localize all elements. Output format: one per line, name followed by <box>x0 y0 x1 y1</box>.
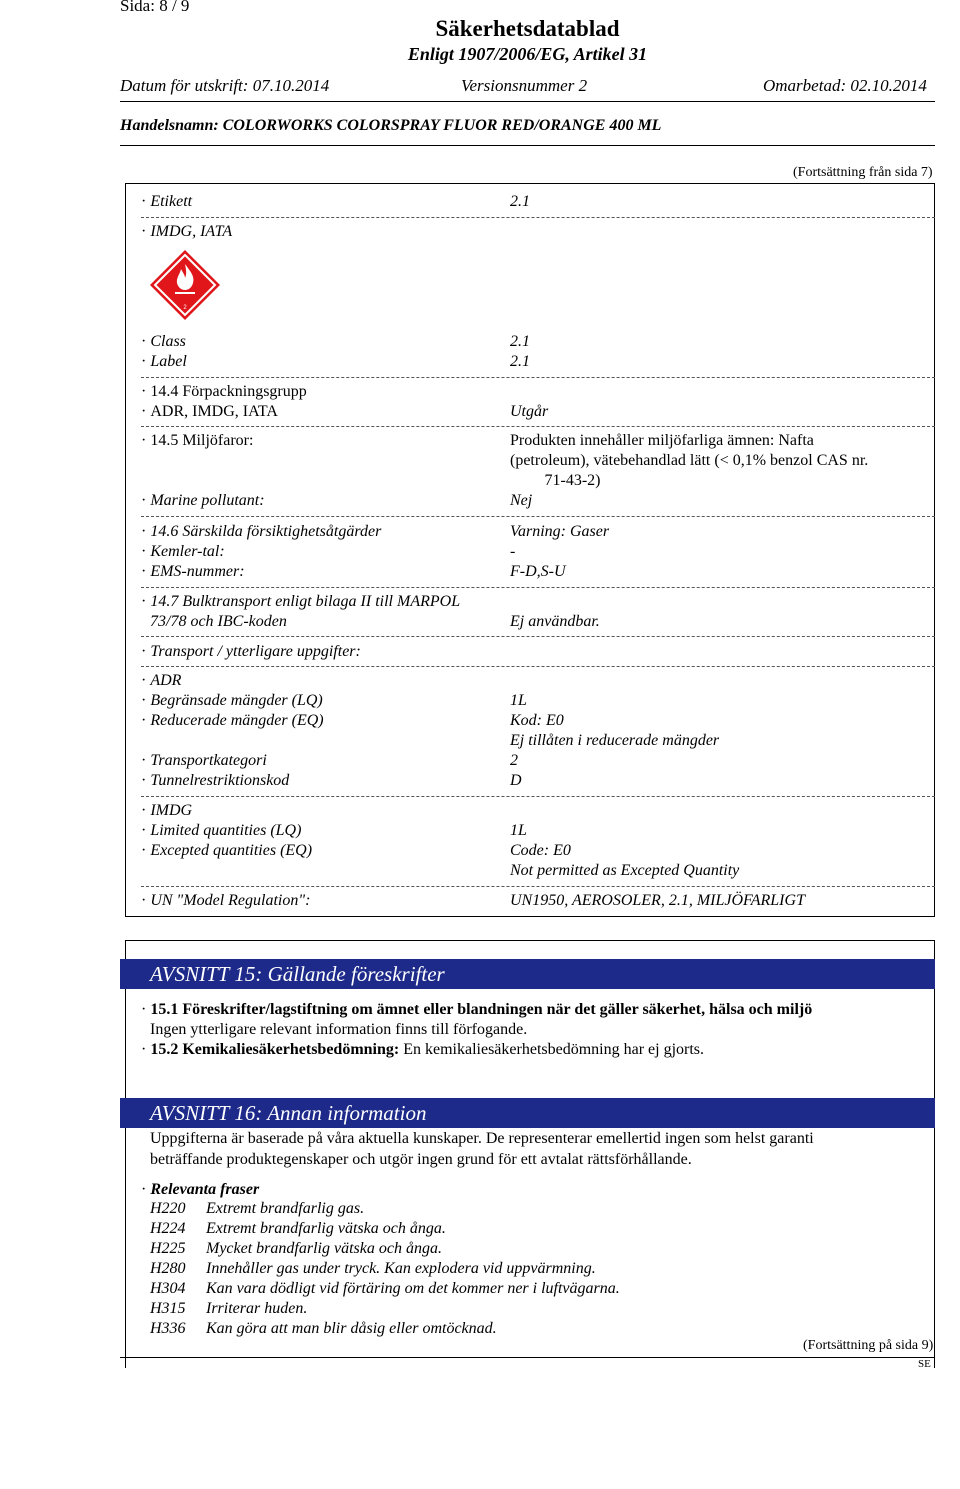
chemical-safety-assessment-text: En kemikaliesäkerhetsbedömning har ej gjorts. <box>403 1041 705 1058</box>
flammable-gas-pictogram-icon <box>149 249 221 321</box>
etikett-value: 2.1 <box>510 193 530 210</box>
document-title: Säkerhetsdatablad <box>435 16 620 41</box>
hazard-code: H220 <box>150 1200 186 1217</box>
imdg-heading: · IMDG <box>141 802 192 820</box>
chemical-safety-assessment-label: 15.2 Kemikaliesäkerhetsbedömning: <box>150 1041 400 1058</box>
hazard-code: H336 <box>150 1320 186 1337</box>
kemler-value: - <box>510 543 516 560</box>
continued-from-note: (Fortsättning från sida 7) <box>793 165 933 180</box>
imdg-limited-quantities-label: · Limited quantities (LQ) <box>141 822 301 840</box>
hazard-code: H225 <box>150 1240 186 1257</box>
class-value: 2.1 <box>510 333 530 350</box>
packing-group-heading: · 14.4 Förpackningsgrupp <box>141 383 307 401</box>
divider <box>141 516 935 517</box>
hazard-text: Extremt brandfarlig vätska och ånga. <box>206 1220 446 1237</box>
un-model-regulation-value: UN1950, AEROSOLER, 2.1, MILJÖFARLIGT <box>510 892 805 909</box>
env-hazards-value-line3: 71-43-2) <box>544 472 601 489</box>
print-date: Datum för utskrift: 07.10.2014 <box>120 76 330 95</box>
packing-group-label: · ADR, IMDG, IATA <box>141 403 278 421</box>
transport-category-value: 2 <box>510 752 518 769</box>
env-hazards-value-line2: (petroleum), vätebehandlad lätt (< 0,1% benzol CAS nr. <box>510 452 869 469</box>
continued-to-note: (Fortsättning på sida 9) <box>803 1338 934 1353</box>
limited-quantities-value: 1L <box>510 692 527 709</box>
disclaimer-line1: Uppgifterna är baserade på våra aktuella kunskaper. De representerar emellertid ingen som helst garanti <box>150 1130 814 1147</box>
ems-value: F-D,S-U <box>510 563 566 580</box>
disclaimer-line2: beträffande produktegenskaper och utgör ingen grund för ett avtalat rättsförhållande. <box>150 1151 692 1168</box>
hazard-code: H224 <box>150 1220 186 1237</box>
class-label: · Class <box>141 333 186 351</box>
imdg-limited-quantities-value: 1L <box>510 822 527 839</box>
hazard-code: H315 <box>150 1300 186 1317</box>
transport-section-box <box>125 183 935 917</box>
country-code: SE <box>918 1358 931 1370</box>
limited-quantities-label: · Begränsade mängder (LQ) <box>141 692 323 710</box>
section16-title: AVSNITT 16: Annan information <box>120 1098 935 1128</box>
adr-heading: · ADR <box>141 672 181 690</box>
divider <box>141 426 935 427</box>
hazard-code: H304 <box>150 1280 186 1297</box>
label-label: · Label <box>141 353 187 371</box>
divider <box>141 217 935 218</box>
tunnel-code-label: · Tunnelrestriktionskod <box>141 772 289 790</box>
hazard-text: Irriterar huden. <box>206 1300 308 1317</box>
footer-rule <box>120 1357 935 1358</box>
hazard-code: H280 <box>150 1260 186 1277</box>
page-number: Sida: 8 / 9 <box>120 0 190 15</box>
divider <box>141 886 935 887</box>
transport-category-label: · Transportkategori <box>141 752 267 770</box>
etikett-label: · Etikett <box>141 193 192 211</box>
document-subtitle: Enligt 1907/2006/EG, Artikel 31 <box>407 44 648 64</box>
hazard-text: Mycket brandfarlig vätska och ånga. <box>206 1240 442 1257</box>
divider <box>141 636 935 637</box>
header-rule <box>120 101 935 102</box>
divider <box>141 587 935 588</box>
special-precautions-value: Varning: Gaser <box>510 523 610 540</box>
divider <box>141 796 935 797</box>
imdg-excepted-quantities-label: · Excepted quantities (EQ) <box>141 842 312 860</box>
packing-group-value: Utgår <box>510 403 549 420</box>
label-value: 2.1 <box>510 353 530 370</box>
divider <box>141 666 935 667</box>
trade-name: Handelsnamn: COLORWORKS COLORSPRAY FLUOR RED/ORANGE 400 ML <box>120 117 662 134</box>
ems-label: · EMS-nummer: <box>141 563 245 581</box>
section15-title: AVSNITT 15: Gällande föreskrifter <box>120 959 935 989</box>
imdg-excepted-quantities-value: Code: E0 <box>510 842 571 859</box>
regulations-text: Ingen ytterligare relevant information finns till förfogande. <box>150 1021 528 1038</box>
chemical-safety-assessment <box>141 1041 704 1059</box>
hazard-text: Kan göra att man blir dåsig eller omtöcknad. <box>206 1320 497 1337</box>
imdg-excepted-quantities-value-line2: Not permitted as Excepted Quantity <box>510 862 740 879</box>
divider <box>141 377 935 378</box>
pictogram-class-number: 2 <box>183 305 187 311</box>
env-hazards-label: · 14.5 Miljöfaror: <box>141 432 253 450</box>
env-hazards-value-line1: Produkten innehåller miljöfarliga ämnen: Nafta <box>510 432 814 449</box>
bulk-transport-label-line2: 73/78 och IBC-koden <box>150 613 287 630</box>
hazard-text: Innehåller gas under tryck. Kan explodera vid uppvärmning. <box>206 1260 596 1277</box>
hazard-text: Kan vara dödligt vid förtäring om det kommer ner i luftvägarna. <box>206 1280 620 1297</box>
bulk-transport-label: · 14.7 Bulktransport enligt bilaga II till MARPOL <box>141 593 460 611</box>
marine-pollutant-value: Nej <box>510 492 533 509</box>
special-precautions-label: · 14.6 Särskilda försiktighetsåtgärder <box>141 523 381 541</box>
kemler-label: · Kemler-tal: <box>141 543 225 561</box>
excepted-quantities-value: Kod: E0 <box>510 712 564 729</box>
revision-date: Omarbetad: 02.10.2014 <box>763 76 927 95</box>
version-number: Versionsnummer 2 <box>461 76 588 95</box>
marine-pollutant-label: · Marine pollutant: <box>141 492 265 510</box>
un-model-regulation-label: · UN "Model Regulation": <box>141 892 310 910</box>
hazard-text: Extremt brandfarlig gas. <box>206 1200 365 1217</box>
excepted-quantities-value-line2: Ej tillåten i reducerade mängder <box>510 732 720 749</box>
header-rule-2 <box>120 145 935 146</box>
bulk-transport-value: Ej användbar. <box>510 613 600 630</box>
tunnel-code-value: D <box>510 772 522 789</box>
regulations-heading: · 15.1 Föreskrifter/lagstiftning om ämnet eller blandningen när det gäller säkerhet, hälsa och miljö <box>141 1001 812 1019</box>
imdg-iata-label: · IMDG, IATA <box>141 223 232 241</box>
relevant-phrases-label: · Relevanta fraser <box>141 1181 259 1199</box>
excepted-quantities-label: · Reducerade mängder (EQ) <box>141 712 324 730</box>
further-info-label: · Transport / ytterligare uppgifter: <box>141 643 361 661</box>
